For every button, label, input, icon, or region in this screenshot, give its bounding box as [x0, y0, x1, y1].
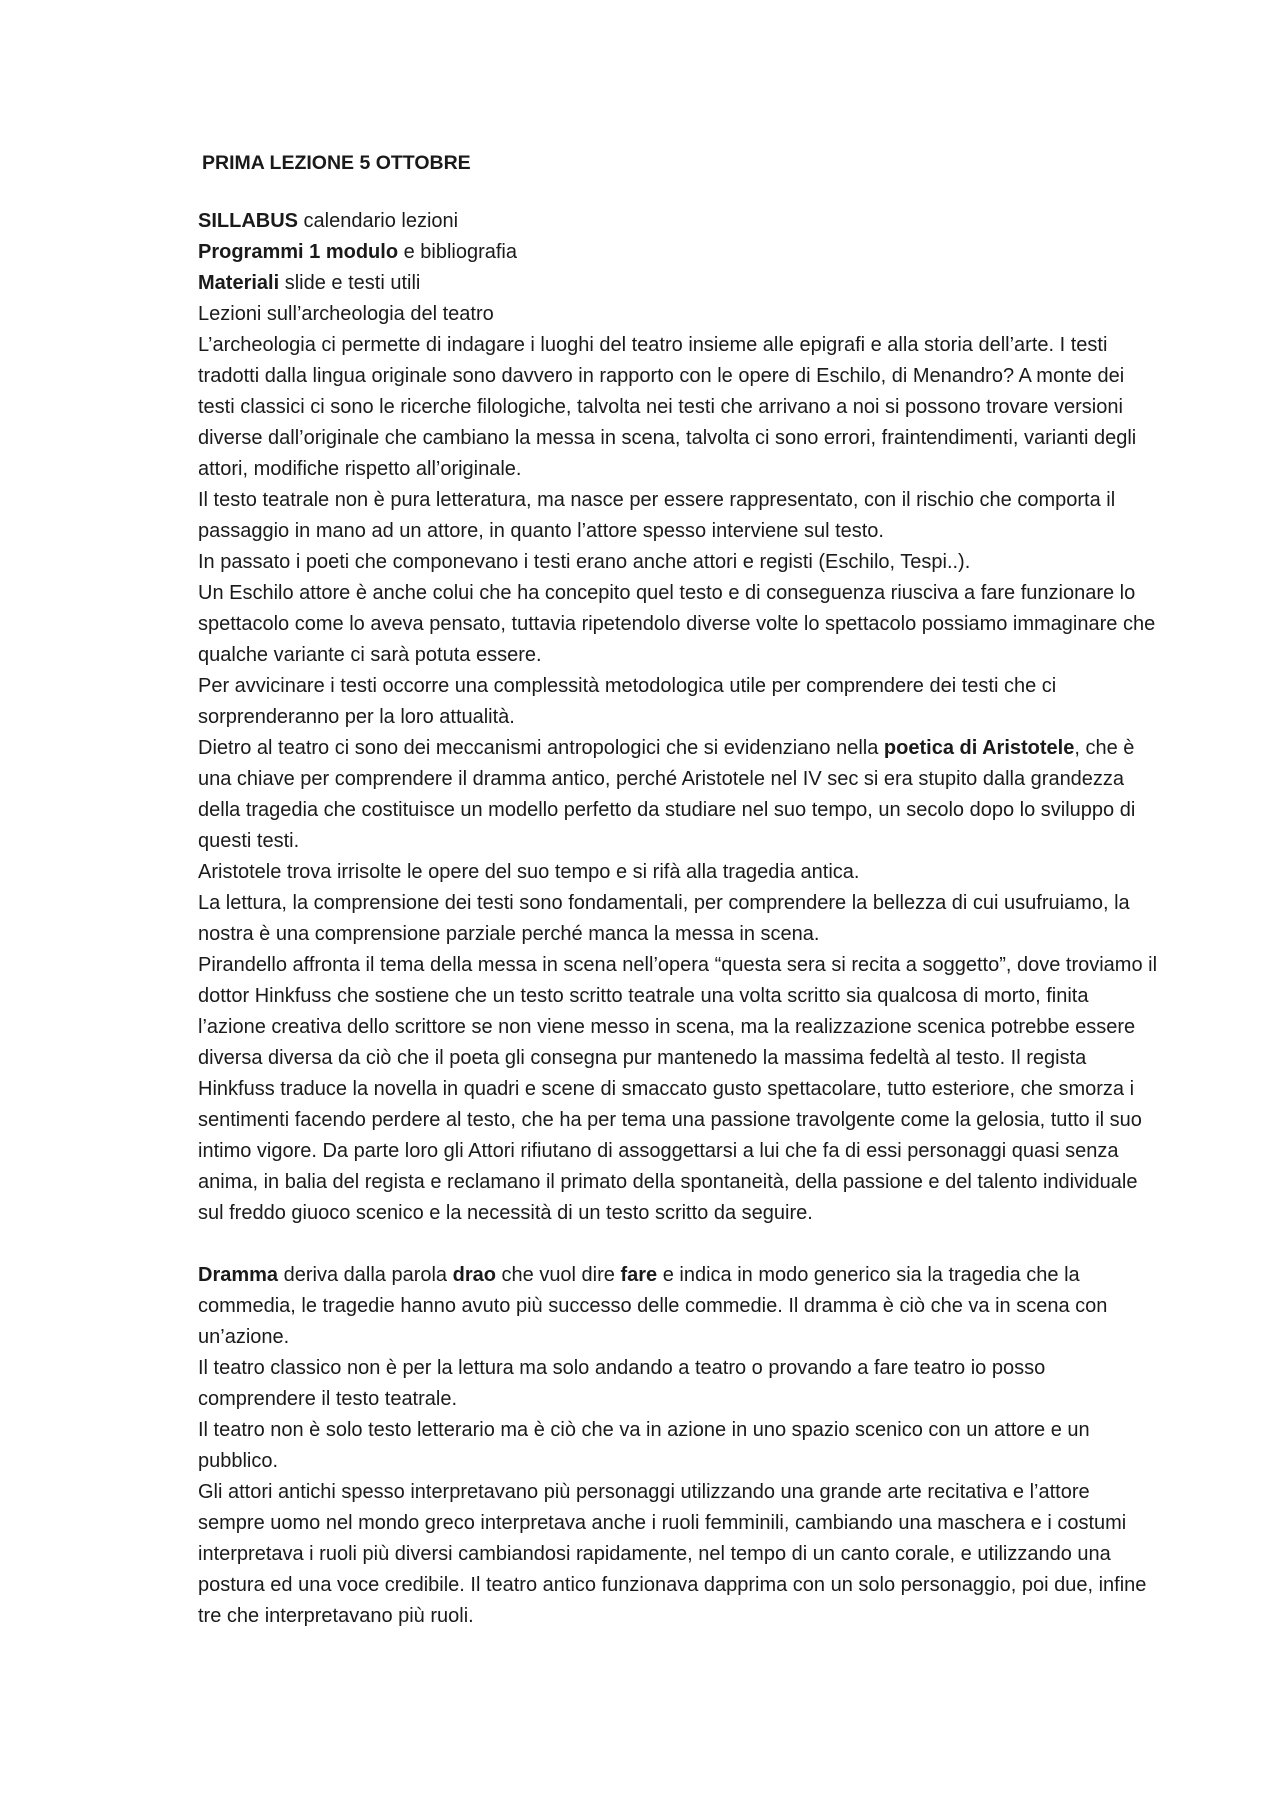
intro-bold: Programmi 1 modulo — [198, 241, 399, 263]
intro-text: e bibliografia — [398, 241, 517, 263]
intro-text: calendario lezioni — [298, 210, 459, 232]
intro-bold: SILLABUS — [198, 210, 298, 232]
paragraph-dramma — [198, 1260, 1158, 1353]
bold-run: poetica di Aristotele — [883, 737, 1075, 759]
intro-line-materiali — [198, 268, 1158, 299]
intro-text: slide e testi utili — [279, 272, 421, 294]
paragraph-eschilo: Un Eschilo attore è anche colui che ha concepito quel testo e di conseguenza riusciva a fare funzionare lo spettacolo come lo aveva pensato, tuttavia ripetendolo diverse volte lo spettacolo possiamo immaginare che qualche variante ci sarà potuta essere. — [198, 582, 1156, 666]
intro-text: Lezioni sull’archeologia del teatro — [198, 303, 494, 325]
paragraph-lettura: La lettura, la comprensione dei testi sono fondamentali, per comprendere la bellezza di cui usufruiamo, la nostra è una comprensione parziale perché manca la messa in scena. — [198, 892, 1130, 945]
text-run: e indica in modo generico sia la tragedia che la commedia, le tragedie hanno avuto più successo delle commedie. Il dramma è ciò che va in scena con un’azione. — [198, 1264, 1108, 1348]
spacer — [198, 1229, 1158, 1260]
text-run: che vuol dire — [495, 1264, 621, 1286]
paragraph-opere-tempo: Aristotele trova irrisolte le opere del suo tempo e si rifà alla tragedia antica. — [198, 861, 860, 883]
paragraph-metodologia: Per avvicinare i testi occorre una complessità metodologica utile per comprendere dei testi che ci sorprenderanno per la loro attualità. — [198, 675, 1057, 728]
page-title: PRIMA LEZIONE 5 OTTOBRE — [202, 152, 471, 174]
intro-bold: Materiali — [198, 272, 280, 294]
text-run: Dietro al teatro ci sono dei meccanismi antropologici che si evidenziano nella — [198, 737, 884, 759]
intro-line-programmi — [198, 237, 1158, 268]
paragraph-aristotele — [198, 733, 1158, 857]
paragraph-pirandello: Pirandello affronta il tema della messa in scena nell’opera “questa sera si recita a soggetto”, dove troviamo il dottor Hinkfuss che sostiene che un testo scritto teatrale una volta scritto sia qualcosa di morto, finita l’azione creativa dello scrittore se non viene messo in scena, ma la realizzazione scenica potrebbe essere diversa diversa da ciò che il poeta gli consegna pur mantenedo la massima fedeltà al testo. Il regista Hinkfuss traduce la novella in quadri e scene di smaccato gusto spettacolare, tutto esteriore, che smorza i sentimenti facendo perdere al testo, che ha per tema una passione travolgente come la gelosia, tutto il suo intimo vigore. Da parte loro gli Attori rifiutano di assoggettarsi a lui che fa di essi personaggi quasi senza anima, in balia del regista e reclamano il primato della spontaneità, della passione e del talento individuale sul freddo giuoco scenico e la necessità di un testo scritto da seguire. — [198, 954, 1158, 1224]
intro-line-lezioni — [198, 299, 1158, 330]
paragraph-poeti: In passato i poeti che componevano i testi erano anche attori e registi (Eschilo, Tespi..). — [198, 551, 971, 573]
paragraph-archeologia: L’archeologia ci permette di indagare i luoghi del teatro insieme alle epigrafi e alla storia dell’arte. I testi tradotti dalla lingua originale sono davvero in rapporto con le opere di Eschilo, di Menandro? A monte dei testi classici ci sono le ricerche filologiche, talvolta nei testi che arrivano a noi si possono trovare versioni diverse dall’originale che cambiano la messa in scena, talvolta ci sono errori, fraintendimenti, varianti degli attori, modifiche rispetto all’originale. — [198, 334, 1137, 480]
intro-line-sillabus — [198, 206, 1158, 237]
paragraph-spazio-scenico: Il teatro non è solo testo letterario ma è ciò che va in azione in uno spazio scenico con un attore e un pubblico. — [198, 1419, 1090, 1472]
paragraph-attori-antichi: Gli attori antichi spesso interpretavano più personaggi utilizzando una grande arte recitativa e l’attore sempre uomo nel mondo greco interpretava anche i ruoli femminili, cambiando una maschera e i costumi interpretava i ruoli più diversi cambiandosi rapidamente, nel tempo di un canto corale, e utilizzando una postura ed una voce credibile. Il teatro antico funzionava dapprima con un solo personaggio, poi due, infine tre che interpretavano più ruoli. — [198, 1481, 1147, 1627]
bold-run: fare — [620, 1264, 658, 1286]
text-run: , che è una chiave per comprendere il dramma antico, perché Aristotele nel IV sec si era stupito dalla grandezza della tragedia che costituisce un modello perfetto da studiare nel suo tempo, un secolo dopo lo sviluppo di questi testi. — [198, 737, 1136, 852]
document-page — [198, 148, 1158, 1632]
paragraph-testo-teatrale: Il testo teatrale non è pura letteratura, ma nasce per essere rappresentato, con il rischio che comporta il passaggio in mano ad un attore, in quanto l’attore spesso interviene sul testo. — [198, 489, 1116, 542]
bold-run: drao — [452, 1264, 496, 1286]
bold-run: Dramma — [198, 1264, 279, 1286]
text-run: deriva dalla parola — [278, 1264, 453, 1286]
paragraph-teatro-classico: Il teatro classico non è per la lettura ma solo andando a teatro o provando a fare teatro io posso comprendere il testo teatrale. — [198, 1357, 1046, 1410]
